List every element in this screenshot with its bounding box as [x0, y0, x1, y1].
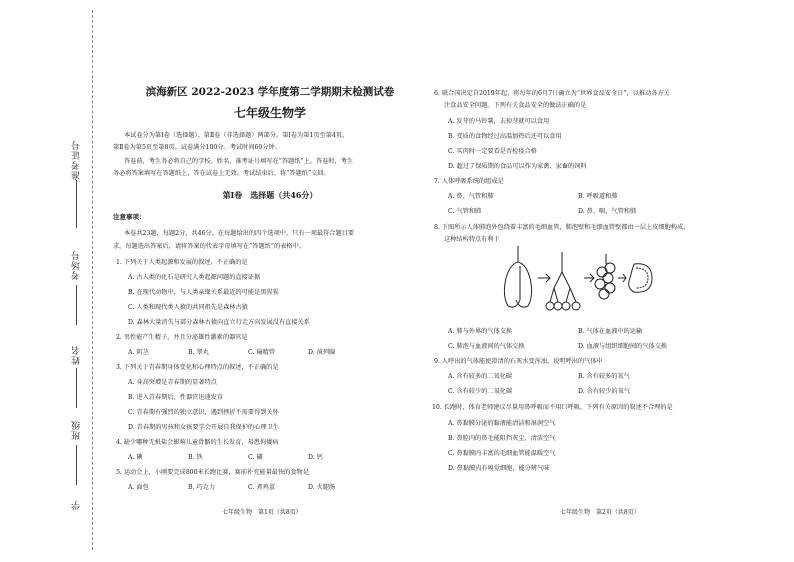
option: D. 青春期的男孩和女孩要学会开展自我保护的心理卫生	[128, 424, 279, 431]
option: B. 睾丸	[188, 349, 209, 356]
class-line	[76, 445, 77, 485]
question-stem: 4. 缺少哪种无机盐会影响儿童骨骼的生长发育，易患佝偻病	[116, 439, 279, 446]
option: D. 含有较少的氧气	[578, 388, 630, 395]
left-footer: 七年级生物 第1页（共8页）	[222, 509, 302, 516]
notes-line-2: 求。每题选出答案后，请将答案的代表字母填写在“答题纸”的表格中。	[113, 243, 305, 250]
option: A. 鼻、气管和肺	[448, 193, 494, 200]
school-label: 学	[72, 500, 82, 510]
binding-margin	[0, 0, 100, 562]
option: A. 面包	[128, 484, 149, 491]
option: C. 鼻黏膜内丰富的毛细血管能温暖空气	[448, 450, 556, 457]
intro-line-3: 答卷前，考生务必将自己的学校、姓名、准考证号填写在“答题纸”上。答卷时，考生	[124, 158, 354, 165]
option: A. 碘	[128, 454, 143, 461]
option: D. 鼻、咽、气管和肺	[578, 208, 637, 215]
notes-line-1: 本卷共23题，每题2分，共46分。在每题给出的四个选项中，只有一项最符合题目要	[124, 230, 355, 237]
question-stem: 2. 男性能产生精子，并且分泌雄性激素的器官是	[116, 334, 248, 341]
option: A. 发芽的马铃薯，去掉芽就可以食用	[448, 118, 550, 125]
question-stem: 6. 联合国决定自2019年起，将每年的6月7日确立为“世界食品安全日”，以推动各方关	[434, 90, 670, 97]
option: A. 身高突增是青春期的显著特点	[128, 379, 217, 386]
class-label: 班级	[72, 420, 82, 440]
option: D. 森林大量消失与部分森林古猿向直立行走方向发展没有直接关系	[128, 319, 310, 326]
option: C. 买肉时一定要看是否检疫合格	[448, 148, 537, 155]
option: C. 输精管	[248, 349, 276, 356]
option: B. 巧克力	[188, 484, 216, 491]
option: A. 肺与外界的气体交换	[448, 328, 513, 335]
exam-room-label: 考场号	[72, 250, 82, 280]
option: A. 阴茎	[128, 349, 149, 356]
question-stem-cont: 这种结构特点有利于	[444, 236, 500, 243]
name-line	[76, 368, 77, 408]
question-stem: 7. 人体呼吸系统的组成是	[434, 178, 504, 185]
option: D. 前列腺	[308, 349, 336, 356]
option: D. 火腿肠	[308, 484, 336, 491]
exam-title: 滨海新区 2022-2023 学年度第二学期期末检测试卷	[145, 86, 395, 98]
intro-line-2: 第Ⅱ卷为第5页至第8页。试卷满分100分。考试时间60分钟。	[113, 144, 281, 151]
intro-line-1: 本试卷分为第Ⅰ卷（选择题）、第Ⅱ卷（非选择题）两部分。第Ⅰ卷为第1页至第4页，	[124, 132, 349, 139]
name-label: 姓名	[72, 345, 82, 365]
question-stem: 3. 下列关于青春期身体变化和心理特点的叙述，不正确的是	[116, 364, 279, 371]
option: A. 古人类的化石是研究人类起源问题的直接证据	[128, 274, 261, 281]
question-stem: 9. 人呼出的气体能使澄清的石灰水变浑浊，说明呼出的气体中	[434, 358, 603, 365]
option: C. 青春期有强烈的独立意识，遇到挫折不需要得到关怀	[128, 409, 279, 416]
option: C. 人类和现代类人猿的共同祖先是森林古猿	[128, 304, 248, 311]
option: C. 肺泡与血液间的气体交换	[448, 343, 525, 350]
right-footer: 七年级生物 第2页（共8页）	[560, 509, 640, 516]
question-stem-cont: 注食品安全问题。下列有关食品安全的做法正确的是	[444, 102, 587, 109]
question-stem: 1. 下列关于人类起源和发展的叙述，不正确的是	[116, 259, 248, 266]
option: B. 呼吸道和肺	[578, 193, 618, 200]
option: C. 含有较少的二氧化碳	[448, 388, 513, 395]
option: D. 血液与组织细胞间的气体交换	[578, 343, 668, 350]
option: B. 含有较多的氧气	[578, 373, 630, 380]
option: C. 气管和肺	[448, 208, 482, 215]
option: B. 铁	[188, 454, 203, 461]
option: C. 煮鸡蛋	[248, 484, 276, 491]
option: A. 含有较多的二氧化碳	[448, 373, 513, 380]
notes-title: 注意事项：	[113, 213, 146, 221]
cut-line	[92, 10, 93, 550]
exam-room-line	[76, 285, 77, 325]
alveoli-diagram	[496, 244, 656, 316]
option: B. 鼻腔内的鼻毛能阻挡灰尘，清洁空气	[448, 435, 556, 442]
option: B. 变质的食物经过高温加热后还可以食用	[448, 133, 562, 140]
option: B. 进入青春期后，性器官迅速发育	[128, 394, 224, 401]
option: D. 鼻黏膜内有嗅觉细胞，能分辨气味	[448, 465, 550, 472]
question-stem: 5. 运动会上，小刚要完成800米长跑比赛，赛前补充能量最快的食物是	[116, 469, 309, 476]
option: A. 鼻黏膜分泌的黏液能清洁和湿润空气	[448, 420, 556, 427]
question-stem: 8. 下图所示人体肺泡外包绕着丰富的毛细血管，肺泡壁和毛细血管壁都由一层上皮细胞构成，	[434, 224, 690, 231]
ticket-number-line	[76, 180, 77, 228]
option: B. 气体在血液中的运输	[578, 328, 643, 335]
option: D. 超过了保质期的食品可以作为家禽、家畜的饲料	[448, 163, 587, 170]
question-stem: 10. 长跑时，体育老师建议尽量用鼻呼吸而不用口呼吸，下列有关原因的叙述不合理的是	[432, 404, 673, 411]
option: C. 磷	[248, 454, 263, 461]
intro-line-4: 务必将答案填写在答题纸上，答在试卷上无效。考试结束后，将“答题纸”交回。	[113, 170, 330, 177]
option: D. 钙	[308, 454, 323, 461]
ticket-number-label: 准考证号	[72, 140, 82, 180]
section-title: 第Ⅰ卷 选择题（共46分）	[222, 190, 318, 200]
subject-title: 七年级生物学	[233, 106, 306, 120]
option: B. 在现代动物中，与人类亲缘关系最近的可能是黑猩猩	[128, 289, 279, 296]
